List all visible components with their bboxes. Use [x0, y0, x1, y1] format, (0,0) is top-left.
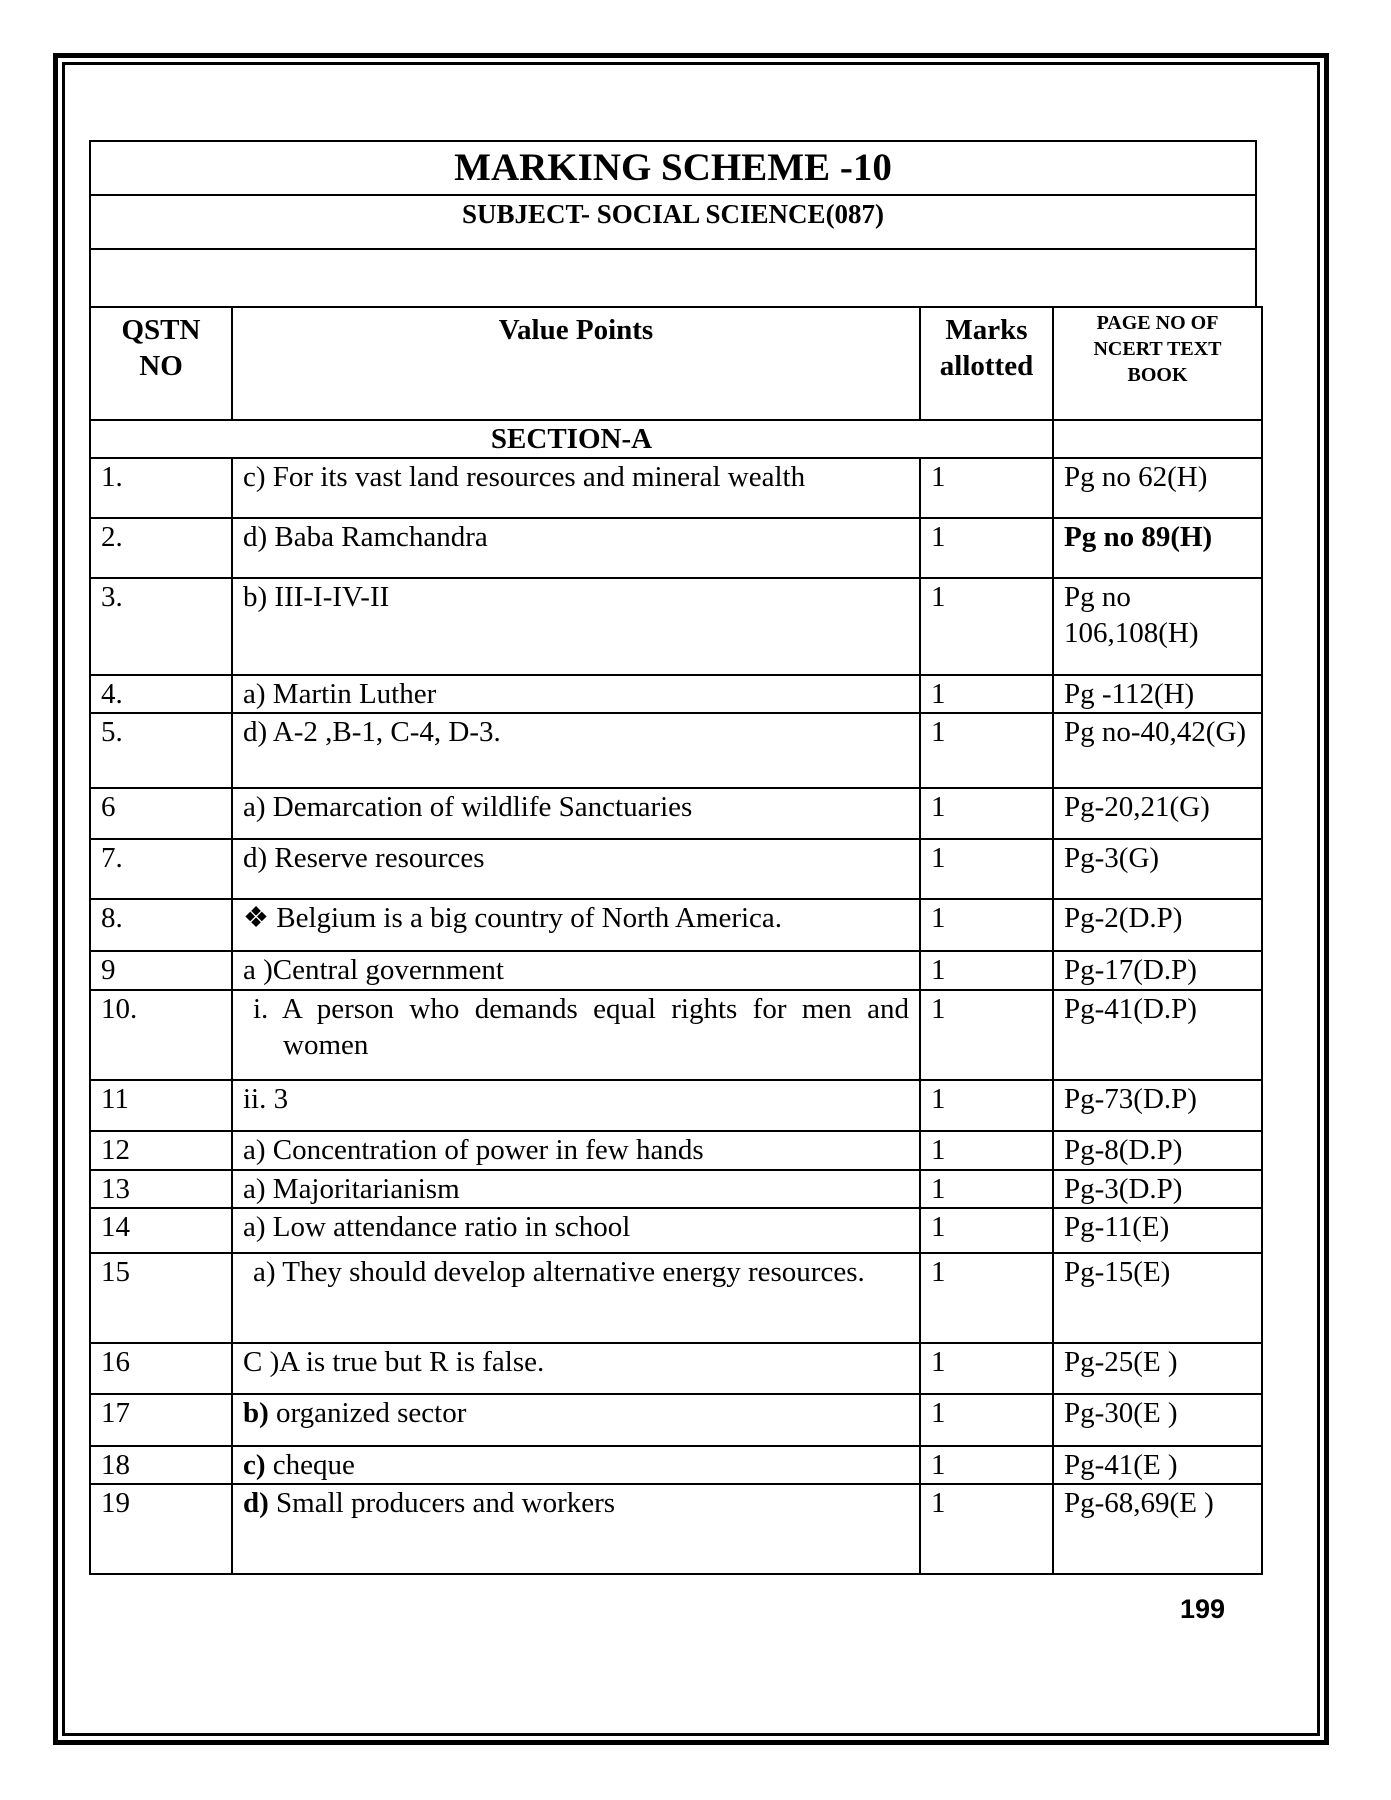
table-header-row [90, 307, 1262, 420]
table-cell: 1 [920, 990, 1053, 1080]
table-cell: Pg-17(D.P) [1053, 951, 1262, 990]
table-cell: 1 [920, 1253, 1053, 1343]
table-cell: 18 [90, 1446, 232, 1484]
table-cell: Pg-41(D.P) [1053, 990, 1262, 1080]
table-cell: Pg no-40,42(G) [1053, 713, 1262, 788]
table-cell: 1. [90, 458, 232, 518]
table-cell: 1 [920, 1170, 1053, 1208]
col-header-qno: QSTN NO [90, 307, 232, 420]
blank-row [90, 249, 1256, 307]
header-table [89, 140, 1257, 308]
subject-line: SUBJECT- SOCIAL SCIENCE(087) [90, 195, 1256, 249]
table-cell: a) Martin Luther [232, 675, 920, 713]
table-row [90, 899, 1262, 951]
marking-scheme-page [89, 140, 1257, 1575]
table-cell: a) Majoritarianism [232, 1170, 920, 1208]
section-title: SECTION-A [90, 420, 1053, 458]
table-cell: Pg -112(H) [1053, 675, 1262, 713]
table-cell: Pg no 89(H) [1053, 518, 1262, 578]
table-row [90, 675, 1262, 713]
table-cell: 12 [90, 1131, 232, 1170]
table-cell: 1 [920, 713, 1053, 788]
table-row [90, 713, 1262, 788]
table-cell: Pg-11(E) [1053, 1208, 1262, 1253]
table-cell: 5. [90, 713, 232, 788]
table-cell: b) III-I-IV-II [232, 578, 920, 675]
table-cell: 8. [90, 899, 232, 951]
table-cell: 1 [920, 578, 1053, 675]
table-row [90, 1208, 1262, 1253]
table-cell: 9 [90, 951, 232, 990]
table-cell: 1 [920, 1131, 1053, 1170]
answers-table [89, 306, 1263, 1575]
table-cell: 2. [90, 518, 232, 578]
table-row [90, 578, 1262, 675]
table-cell: 17 [90, 1394, 232, 1446]
table-cell: 1 [920, 1343, 1053, 1394]
table-cell: 13 [90, 1170, 232, 1208]
table-cell: Pg-8(D.P) [1053, 1131, 1262, 1170]
table-cell: Pg-68,69(E ) [1053, 1484, 1262, 1574]
table-cell: ii. 3 [232, 1080, 920, 1131]
table-cell: Pg-15(E) [1053, 1253, 1262, 1343]
table-cell: 7. [90, 839, 232, 899]
table-cell: Pg-3(D.P) [1053, 1170, 1262, 1208]
table-cell: 1 [920, 1208, 1053, 1253]
table-row [90, 788, 1262, 839]
table-cell: 1 [920, 675, 1053, 713]
table-cell: a) Low attendance ratio in school [232, 1208, 920, 1253]
table-row [90, 458, 1262, 518]
page-number: 199 [1180, 1594, 1226, 1624]
table-cell: 1 [920, 518, 1053, 578]
table-row: 18 c) cheque 1 Pg-41(E ) [90, 1446, 1262, 1484]
table-cell: 14 [90, 1208, 232, 1253]
table-row: 15 a) They should develop alternative energy resources. 1 Pg-15(E) [90, 1253, 1262, 1343]
table-cell: C )A is true but R is false. [232, 1343, 920, 1394]
table-cell: 19 [90, 1484, 232, 1574]
table-cell: Pg no 62(H) [1053, 458, 1262, 518]
table-cell: 1 [920, 951, 1053, 990]
table-cell: a) Concentration of power in few hands [232, 1131, 920, 1170]
table-cell: 6 [90, 788, 232, 839]
table-cell: c) For its vast land resources and mineral wealth [232, 458, 920, 518]
table-cell: Pg-41(E ) [1053, 1446, 1262, 1484]
table-row [90, 518, 1262, 578]
page-title: MARKING SCHEME -10 [90, 141, 1256, 195]
col-header-page: PAGE NO OF NCERT TEXT BOOK [1053, 307, 1262, 420]
table-cell: 16 [90, 1343, 232, 1394]
table-row: 19 d) Small producers and workers 1 Pg-68,69(E ) [90, 1484, 1262, 1574]
table-row [90, 1343, 1262, 1394]
table-cell: 1 [920, 458, 1053, 518]
table-cell: Pg-2(D.P) [1053, 899, 1262, 951]
table-cell: a )Central government [232, 951, 920, 990]
table-row: 10. i. A person who demands equal rights for men and women 1 Pg-41(D.P) [90, 990, 1262, 1080]
table-cell: d) A-2 ,B-1, C-4, D-3. [232, 713, 920, 788]
table-row [90, 1080, 1262, 1131]
table-cell: 1 [920, 1484, 1053, 1574]
table-cell: Pg-25(E ) [1053, 1343, 1262, 1394]
table-row [90, 1170, 1262, 1208]
table-cell: Pg-30(E ) [1053, 1394, 1262, 1446]
section-row [90, 420, 1262, 458]
table-row [90, 951, 1262, 990]
table-cell: 4. [90, 675, 232, 713]
col-header-value: Value Points [232, 307, 920, 420]
table-cell: Pg-3(G) [1053, 839, 1262, 899]
table-cell: d) Baba Ramchandra [232, 518, 920, 578]
table-cell: Pg no 106,108(H) [1053, 578, 1262, 675]
table-cell: ❖ Belgium is a big country of North America. [232, 899, 920, 951]
table-cell: a) Demarcation of wildlife Sanctuaries [232, 788, 920, 839]
table-row: 17 b) organized sector 1 Pg-30(E ) [90, 1394, 1262, 1446]
table-cell: 1 [920, 1446, 1053, 1484]
table-cell: Pg-73(D.P) [1053, 1080, 1262, 1131]
table-cell: Pg-20,21(G) [1053, 788, 1262, 839]
table-cell: d) Reserve resources [232, 839, 920, 899]
table-cell: 11 [90, 1080, 232, 1131]
col-header-marks: Marks allotted [920, 307, 1053, 420]
table-cell: 1 [920, 839, 1053, 899]
table-row [90, 1131, 1262, 1170]
table-row [90, 839, 1262, 899]
table-cell: 10. [90, 990, 232, 1080]
table-cell: 1 [920, 1080, 1053, 1131]
table-cell: 3. [90, 578, 232, 675]
table-cell: 15 [90, 1253, 232, 1343]
table-cell: 1 [920, 1394, 1053, 1446]
table-cell: 1 [920, 899, 1053, 951]
table-cell: 1 [920, 788, 1053, 839]
